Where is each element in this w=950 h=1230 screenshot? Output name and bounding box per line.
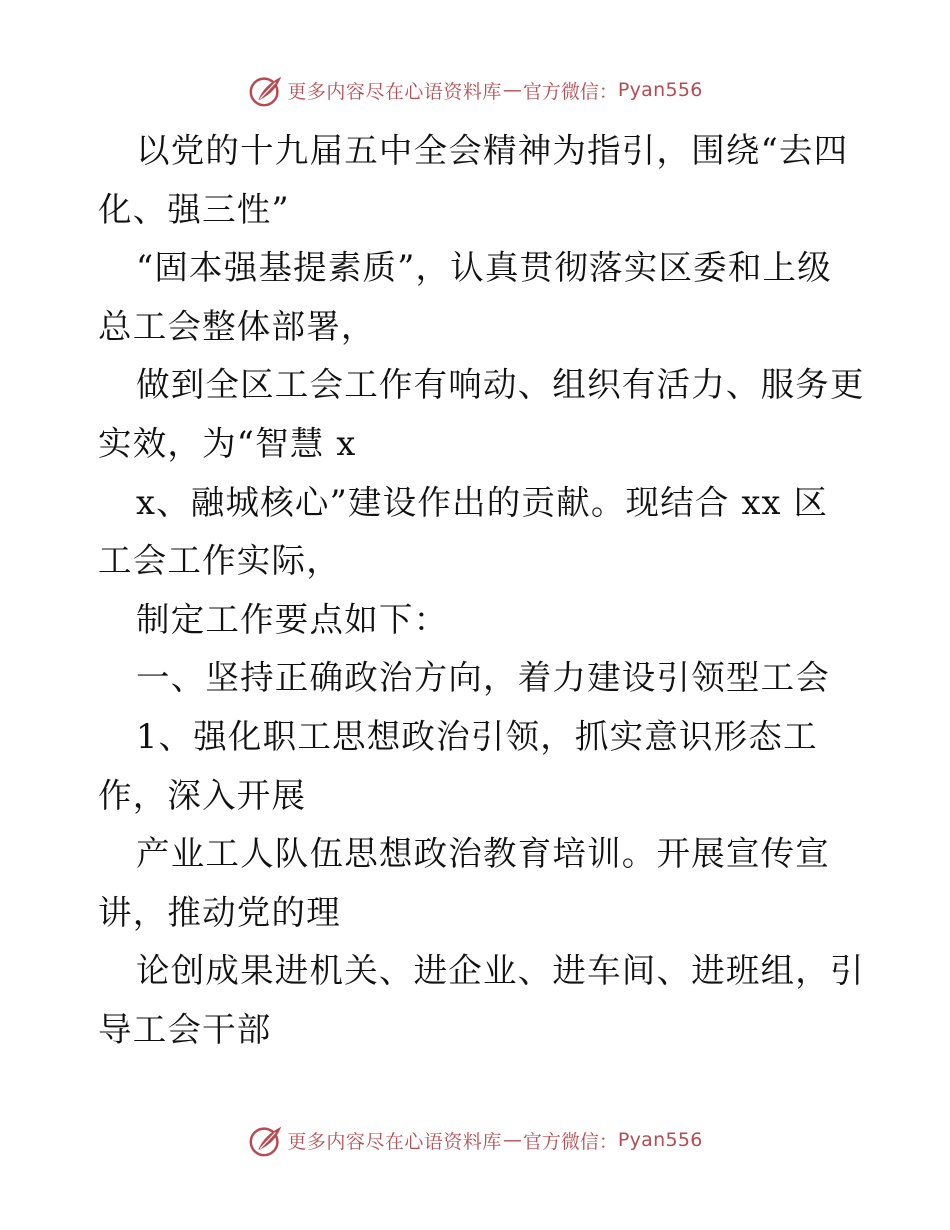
paragraph-line: 导工会干部 <box>98 1009 272 1049</box>
watermark-account-id: Pyan556 <box>617 79 703 101</box>
watermark-account-id: Pyan556 <box>617 1129 703 1151</box>
paragraph-line: 讲，推动党的理 <box>98 892 341 932</box>
quill-feather-icon <box>247 1121 285 1159</box>
paragraph-line: 做到全区工会工作有响动、组织有活力、服务更 <box>136 365 865 405</box>
paragraph-line: 化、强三性” <box>98 189 290 229</box>
paragraph-line: x、融城核心”建设作出的贡献。现结合 xx 区 <box>136 482 829 522</box>
document-body <box>98 122 865 1060</box>
section-heading: 一、坚持正确政治方向，着力建设引领型工会 <box>136 658 830 698</box>
paragraph-line: 总工会整体部署， <box>98 306 376 346</box>
footer-watermark <box>0 1120 950 1160</box>
paragraph-line: 产业工人队伍思想政治教育培训。开展宣传宣 <box>136 834 830 874</box>
paragraph-line: 作，深入开展 <box>98 775 307 815</box>
paragraph-line: 论创成果进机关、进企业、进车间、进班组，引 <box>136 951 865 991</box>
header-watermark <box>0 70 950 110</box>
paragraph-line: 制定工作要点如下： <box>136 599 449 639</box>
subsection-heading: 1、强化职工思想政治引领，抓实意识形态工 <box>136 716 818 756</box>
watermark-account-label: 官方微信： <box>522 1130 618 1153</box>
watermark-account-label: 官方微信： <box>522 80 618 103</box>
watermark-dash: — <box>502 1129 522 1151</box>
watermark-slogan: 更多内容尽在心语资料库 <box>287 80 502 103</box>
paragraph-line: “固本强基提素质”，认真贯彻落实区委和上级 <box>136 248 832 288</box>
paragraph-line: 以党的十九届五中全会精神为指引，围绕“去四 <box>136 131 849 170</box>
paragraph-line: 实效，为“智慧 x <box>98 423 357 463</box>
quill-feather-icon <box>247 71 285 109</box>
paragraph-line: 工会工作实际， <box>98 541 341 581</box>
watermark-slogan: 更多内容尽在心语资料库 <box>287 1130 502 1153</box>
watermark-dash: — <box>502 79 522 101</box>
